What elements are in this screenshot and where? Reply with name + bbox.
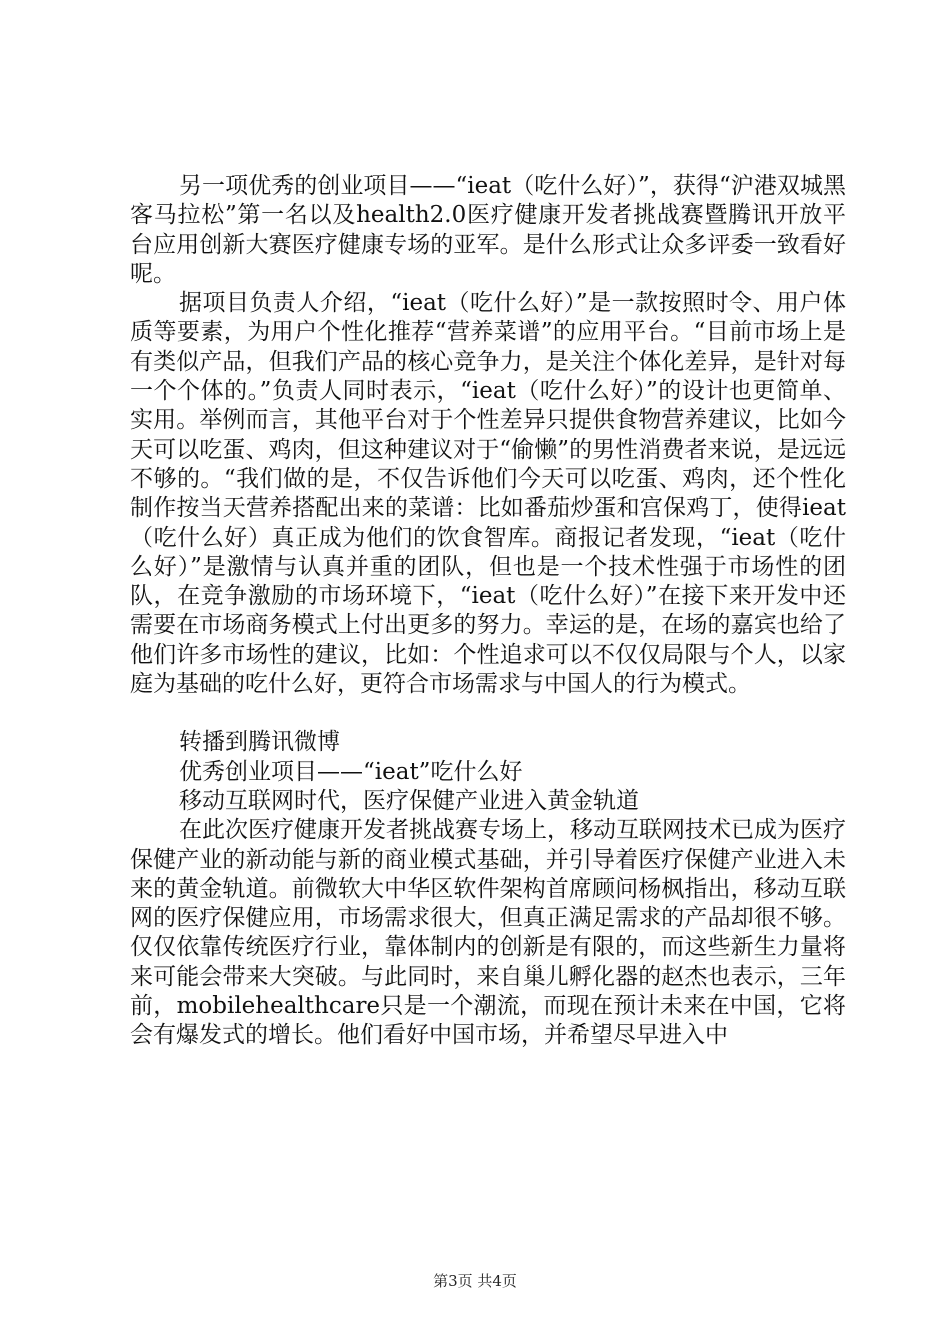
paragraph-gap <box>130 699 846 728</box>
document-body <box>130 172 846 1051</box>
section-subtitle-mobile-health: 移动互联网时代，医疗保健产业进入黄金轨道 <box>179 787 639 814</box>
paragraph-mobile-health: 在此次医疗健康开发者挑战赛专场上，移动互联网技术已成为医疗保健产业的新动能与新的商业模式基础，并引导着医疗保健产业进入未来的黄金轨道。前微软大中华区软件架构首席顾问杨枫指出，移动互联网的医疗保健应用，市场需求很大，但真正满足需求的产品却很不够。仅仅依靠传统医疗行业，靠体制内的创新是有限的，而这些新生力量将来可能会带来大突破。与此同时，来自巢儿孵化器的赵杰也表示，三年前，mobilehealthcare只是一个潮流，而现在预计未来在中国，它将会有爆发式的增长。他们看好中国市场，并希望尽早进入中 <box>130 817 846 1049</box>
paragraph-ieat-details: 据项目负责人介绍，“ieat（吃什么好）”是一款按照时令、用户体质等要素，为用户个性化推荐“营养菜谱”的应用平台。“目前市场上是有类似产品，但我们产品的核心竞争力，是关注个体化差异，是针对每一个个体的。”负责人同时表示，“ieat（吃什么好）”的设计也更简单、实用。举例而言，其他平台对于个性差异只提供食物营养建议，比如今天可以吃蛋、鸡肉，但这种建议对于“偷懒”的男性消费者来说，是远远不够的。“我们做的是，不仅告诉他们今天可以吃蛋、鸡肉，还个性化制作按当天营养搭配出来的菜谱：比如番茄炒蛋和宫保鸡丁，使得ieat（吃什么好）真正成为他们的饮食智库。商报记者发现，“ieat（吃什么好）”是激情与认真并重的团队，但也是一个技术性强于市场性的团队，在竞争激励的市场环境下，“ieat（吃什么好）”在接下来开发中还需要在市场商务模式上付出更多的努力。幸运的是，在场的嘉宾也给了他们许多市场性的建议，比如：个性追求可以不仅仅局限与个人，以家庭为基础的吃什么好，更符合市场需求与中国人的行为模式。 <box>130 290 846 698</box>
paragraph-ieat-intro: 另一项优秀的创业项目——“ieat（吃什么好）”，获得“沪港双城黑客马拉松”第一名以及health2.0医疗健康开发者挑战赛暨腾讯开放平台应用创新大赛医疗健康专场的亚军。是什么形式让众多评委一致看好呢。 <box>130 173 846 287</box>
section-subtitle-ieat: 优秀创业项目——“ieat”吃什么好 <box>179 758 523 785</box>
page-footer: 第3页 共4页 <box>433 1272 517 1290</box>
share-link-tencent-weibo: 转播到腾讯微博 <box>179 729 340 756</box>
